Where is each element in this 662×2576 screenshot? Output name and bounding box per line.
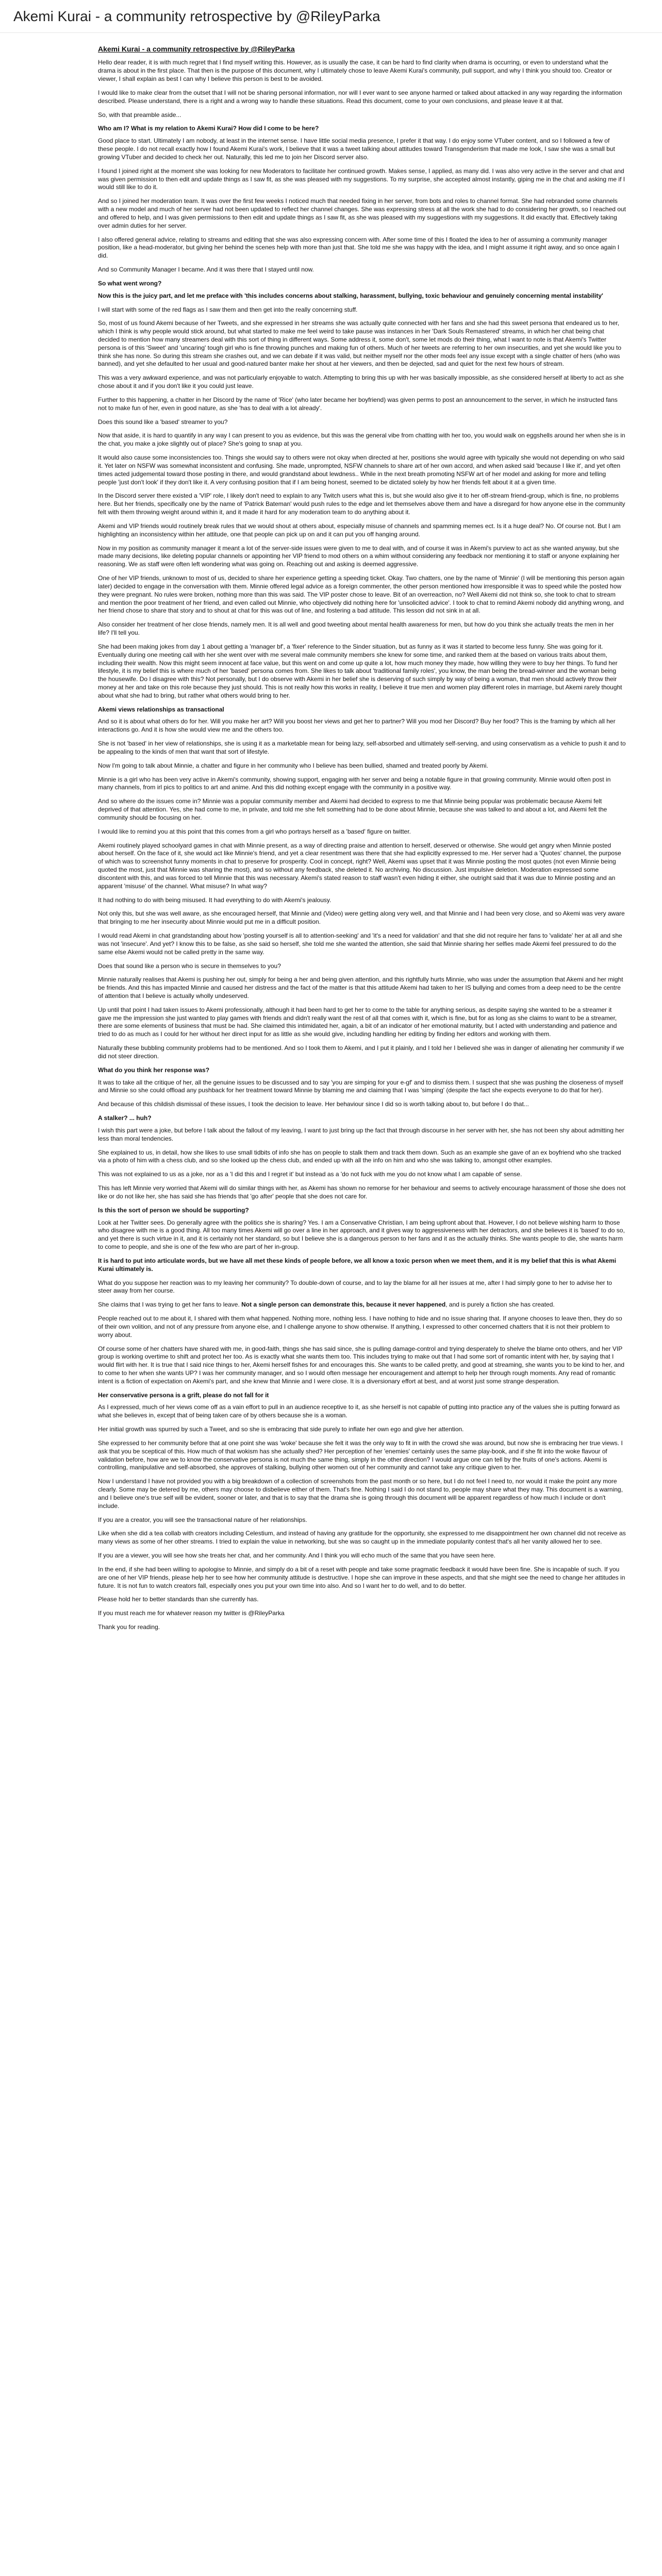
paragraph: People reached out to me about it, I shared with them what happened. Nothing more, nothing less. I have nothing to hide and no issue sharing that. If anyone chooses to leave then, they do so of their own volition, and not of any pressure from anyone else, and I challenge anyone to show otherwise. If anything, I expressed to other concerned chatters that it is not their problem to worry about. — [98, 1315, 622, 1338]
paragraph: Like when she did a tea collab with creators including Celestium, and instead of having any gratitude for the opportunity, she expressed to me disappointment her own channel did not receive as many views as some of her other streams. I tried to explain the value in networking, but she was so caught up in the immediate popularity contest that's all her vanity allowed her to see. — [98, 1530, 626, 1546]
paragraph-tail: , and is purely a fiction she has created. — [445, 1301, 555, 1309]
paragraph: It had nothing to do with being misused. It had everything to do with Akemi's jealousy. — [98, 896, 332, 904]
paragraph: I would read Akemi in chat grandstanding about how 'posting yourself is all to attention-seeking' and 'it's a need for validation' and that she did not require her fans to 'validate' her at all and she was not 'insecure'. And yet? I know this to be false, as she said so herself, she told me she wanted the attention, she said that Minnie sharing her selfies made Akemi feel pressured to do the same else Akemi would not be called pretty in the same way. — [98, 932, 622, 956]
paragraph: As I expressed, much of her views come off as a vain effort to pull in an audience receptive to it, as she herself is not capable of putting into practice any of the values she is putting forward as what she believes in, except that of being taken care of by others because she is a woman. — [98, 1403, 620, 1419]
paragraph: Also consider her treatment of her close friends, namely men. It is all well and good tweeting about mental health awareness for men, but how do you think she actually treats the men in her life? I'll tell you. — [98, 621, 614, 637]
paragraph: Not only this, but she was well aware, as she encouraged herself, that Minnie and (Video) were getting along very well, and that Minnie and I had been very close, and so Akemi was very aware that bringing to me her insecurity about Minnie would put me in a difficult position. — [98, 910, 625, 926]
paragraph: This has left Minnie very worried that Akemi will do similar things with her, as Akemi has shown no remorse for her behaviour and seems to actively encourage harassment of those she does not like or do not like her, she has said she has friends that 'go after' people that she does not care for. — [98, 1184, 626, 1200]
paragraph: She is not 'based' in her view of relationships, she is using it as a marketable mean for being lazy, self-absorbed and ultimately self-serving, and using conservatism as a vehicle to push it and to be appealing to the kinds of men that want that sort of lifestyle. — [98, 740, 626, 755]
document-body — [98, 33, 626, 1658]
section-heading: Her conservative persona is a grift, please do not fall for it — [98, 1391, 269, 1399]
paragraph: And so I joined her moderation team. It was over the first few weeks I noticed much that needed fixing in her server, from bots and roles to channel format. She had rebranded some channels with a new model and much of her server had not been updated to reflect her channel changes. She was expressing stress at all the work she had to do considering her growth, so I reached out and offered to help, and I was given permissions to then edit and update things as I saw fit, as she was pleased with my suggestions with my suggestions. It did exactly that. Effectively taking over admin duties for her server. — [98, 197, 626, 229]
section-heading: Is this the sort of person we should be supporting? — [98, 1206, 249, 1214]
paragraph: Further to this happening, a chatter in her Discord by the name of 'Rice' (who later became her boyfriend) was given perms to post an announcement to the server, in which he instructed fans not to make fun of her, even in good nature, as she 'has to deal with a lot already'. — [98, 396, 618, 412]
paragraph: So, with that preamble aside... — [98, 111, 181, 118]
header-bar — [0, 0, 662, 33]
paragraph: Now in my position as community manager it meant a lot of the server-side issues were given to me to deal with, and of course it was in Akemi's purview to act as she wanted anyway, but she made many decisions, like deleting popular channels or appointing her VIP friend to mod others on a whim without considering any feedback nor mentioning it to staff or anyone explaining her reasoning. We as staff were often left wondering what was going on. Reaching out and asking is deemed aggressive. — [98, 544, 620, 568]
paragraph: I would like to make clear from the outset that I will not be sharing personal information, nor will I ever want to see anyone harmed or talked about attacked in any way regarding the information described. Please understand, there is a right and a wrong way to handle these situations. Read this document, come to your own conclusions, and please leave it at that. — [98, 89, 622, 105]
bold-paragraph: Now this is the juicy part, and let me preface with 'this includes concerns about stalking, harassment, bullying, toxic behaviour and genuinely concerning mental instability' — [98, 292, 603, 299]
paragraph: What do you suppose her reaction was to my leaving her community? To double-down of course, and to lay the blame for all her issues at me, after I had simply gone to her to advise her to steer away from her course. — [98, 1279, 612, 1295]
paragraph: Does that sound like a person who is secure in themselves to you? — [98, 962, 281, 970]
paragraph: Of course some of her chatters have shared with me, in good-faith, things she has said since, she is pulling damage-control and trying desperately to shelve the blame onto others, and her VIP group is working overtime to shift and protect her too. As is exactly what she wants them too. This includes trying to make out that I had some sort of romantic intent with her, by saying that I would flirt with her. It is true that I said nice things to her, Akemi herself fishes for and encourages this. She wants to be called pretty, and good at streaming, she wants you to be kind to her, and to come to her when she wants UP? I was her community manager, and so I would often message her encouragement and attempt to help her through rough moments. Any read of romantic intent is a fiction of expectation on Akemi's part, and she knew that Minnie and I were close. It is a diversionary effort at best, and at worst just some strange desperation. — [98, 1345, 625, 1385]
paragraph: Minnie naturally realises that Akemi is pushing her out, simply for being a her and being given attention, and this rightfully hurts Minnie, who was under the assumption that Akemi and her might be friends. And this has impacted Minnie and caused her distress and the fact of the matter is that this attitude Akemi had taken to her IS bullying and comes from a deep need to be the centre of attention that I believe is actually wholly undeserved. — [98, 976, 623, 999]
page-title: Akemi Kurai - a community retrospective by @RileyParka — [13, 8, 380, 24]
paragraph: In the end, if she had been willing to apologise to Minnie, and simply do a bit of a reset with people and take some pragmatic feedback it would have been fine. She is incapable of such. If you are one of her VIP friends, please help her to see how her community attitude is destructive. I hope she can improve in these aspects, and that she might see the need to change her attitudes in future. It is not fun to watch creators fall, especially ones you put your own time into also. And so I want her to do well, and to do better. — [98, 1565, 625, 1589]
paragraph: I wish this part were a joke, but before I talk about the fallout of my leaving, I want to just bring up the fact that through discourse in her server with her, she has not been shy about admitting her less than moral tendencies. — [98, 1126, 624, 1142]
paragraph: Up until that point I had taken issues to Akemi professionally, although it had been hard to get her to come to the table for anything serious, as despite saying she wanted to be a streamer it gave me the impression she just wanted to play games with friends and didn't really want the rest of all that comes with it, which is fine, but for as long as she claims to want to be a streamer, there are some elements of business that must be had. She claimed this intimidated her, again, a bit of an indicator of her emotional maturity, but I acted with understanding and patience and tried to do as much as I could for her without her direct input for as little as she would give, including handling her editing by finding her editors and working with them. — [98, 1006, 617, 1038]
document-title: Akemi Kurai - a community retrospective by @RileyParka — [98, 45, 295, 53]
paragraph: If you are a viewer, you will see how she treats her chat, and her community. And I think you will echo much of the same that you have seen here. — [98, 1552, 495, 1560]
paragraph — [98, 1301, 626, 1309]
paragraph: Her initial growth was spurred by such a Tweet, and so she is embracing that side purely to inflate her own ego and give her attention. — [98, 1426, 464, 1433]
paragraph: Hello dear reader, it is with much regret that I find myself writing this. However, as is usually the case, it can be hard to find clarity when drama is occurring, or even to understand what the drama is about in the first place. That then is the purpose of this document, why I ultimately chose to leave Akemi Kurai's community, pull support, and why I think you should too. Creator or viewer, I shall explain as best I can why I believe this person is best to be avoided. — [98, 59, 613, 83]
paragraph: So, most of us found Akemi because of her Tweets, and she expressed in her streams she was actually quite connected with her fans and she had this sweet persona that endeared us to her, which I think is why people would stick around, but what started to make me feel weird to take pause was instances in her 'Dark Souls Remastered' streams, in which her chat being chat decided to mention how many streamers deal with this sort of thing in different ways. Some address it, some don't, some let mods do their thing, what I want to note is that Akemi's Twitter persona is of this 'Sweet' and 'uncaring' tough girl who is fine throwing punches and making fun of others. Much of her tweets are referring to her own insecurities, and yet she would like you to think she has none. So during this stream she crashes out, and we can debate if it was valid, but neither myself nor the other mods feel any issue except with a single chatter of hers (who was banned), and yet she defaulted to her usual and good-natured banter make her shout at her viewers, and then be dejected, sad and quiet for the next few hours of stream. — [98, 319, 622, 368]
section-heading: A stalker? ... huh? — [98, 1114, 152, 1122]
paragraph: Minnie is a girl who has been very active in Akemi's community, showing support, engaging with her server and being a notable figure in that growing community. Minnie would often post in many channels, from irl pics to politics to art and anime. And this did nothing except engage with the community in a positive way. — [98, 775, 611, 791]
paragraph: Please hold her to better standards than she currently has. — [98, 1596, 259, 1603]
paragraph-emphasis: Not a single person can demonstrate this, because it never happened — [241, 1301, 446, 1309]
paragraph-lead: She claims that I was trying to get her fans to leave. — [98, 1301, 242, 1309]
paragraph: I would like to remind you at this point that this comes from a girl who portrays herself as a 'based' figure on twitter. — [98, 827, 411, 835]
section-heading: What do you think her response was? — [98, 1066, 210, 1074]
paragraph: Akemi routinely played schoolyard games in chat with Minnie present, as a way of directing praise and attention to herself, deserved or otherwise. She would get angry when Minnie posted about herself. On the face of it, she would act like Minnie's friend, and yet a clear resentment was there that she had explicitly expressed to me. Her server had a 'Quotes' channel, the purpose of which was to screenshot funny moments in chat to preserve for prosperity. Cool in concept, right? Well, Akemi was upset that it was Minnie posting the most quotes (not even Minnie being quoted the most, just that Minnie was sharing the most), and so without any feedback, she deleted it. No archiving. No discussion. Just impulsive deletion. Moderation expressed some discontent with this, and was forced to tell Minnie that this was necessary. Akemi's stated reason to staff wasn't even hiding it either, she outright said that it was due to Minnie posting and an apparent 'misuse' of the channel. What misuse? In what way? — [98, 841, 621, 890]
paragraph: I will start with some of the red flags as I saw them and then get into the really concerning stuff. — [98, 306, 358, 313]
section-heading: Who am I? What is my relation to Akemi Kurai? How did I come to be here? — [98, 125, 319, 132]
paragraph: Good place to start. Ultimately I am nobody, at least in the internet sense. I have little social media presence, I prefer it that way. I do enjoy some VTuber content, and so I followed a few of these people. I do not recall exactly how I found Akemi Kurai's work, I believe that it was a tweet talking about attitudes toward Transgenderism that made me look, I saw she was a small but growing VTuber and decided to check her out. Naturally, this led me to join her Discord server also. — [98, 137, 615, 161]
paragraph: In the Discord server there existed a 'VIP' role, I likely don't need to explain to any Twitch users what this is, but she would also give it to her off-stream friend-group, which is fine, no problems here. But her friends, specifically one by the name of 'Patrick Bateman' would push rules to the edge and let themselves above them and have a disregard for how anyone else in the community felt with them throwing weight around within it, and it made it hard for any moderation team to do anything about it. — [98, 492, 625, 516]
paragraph: And so it is about what others do for her. Will you make her art? Will you boost her views and get her to partner? Will you mod her Discord? Buy her food? This is the framing by which all her interactions go. And it is how she would view me and the others too. — [98, 718, 616, 734]
paragraph: One of her VIP friends, unknown to most of us, decided to share her experience getting a speeding ticket. Okay. Two chatters, one by the name of 'Minnie' (I will be mentioning this person again later) decided to engage in the conversation with them. Minnie offered legal advice as a foreign commenter, the other person mentioned how irresponsible it was to speed while the posted how they were pregnant. No rules were broken, nothing more than this was said. The VIP poster chose to leave. Bit of an overreaction, no? Well Akemi did not think so, she took to chat to stream and mention the poor treatment of her friend, and even called out Minnie, who objectively did nothing here for 'unsolicited advice'. I took to chat to remind Akemi nobody did anything wrong, and her friend chose to share that story and to shout at chat for this was out of line, and fostering a bad attitude. This lesson did not sink in at all. — [98, 574, 625, 615]
section-heading: So what went wrong? — [98, 279, 162, 287]
paragraph: Now I understand I have not provided you with a big breakdown of a collection of screenshots from the past month or so here, but I do not feel I need to, nor would it make the point any more clearly. Some may be detered by me, others may choose to disbelieve either of them. That's fine. Nothing I said I do not stand to, people may share what they may. This document is a warning, and I believe one's true self will be evident, sooner or later, and that is to say that the drama she is going through this document will be apparent regardless of how much I include or don't include. — [98, 1478, 623, 1510]
paragraph: Now I'm going to talk about Minnie, a chatter and figure in her community who I believe has been bullied, shamed and treated poorly by Akemi. — [98, 761, 488, 769]
paragraph: She explained to us, in detail, how she likes to use small tidbits of info she has on people to stalk them and track them down. Such as an example she gave of an ex boyfriend who she tracked via a photo of him with a chess club, and so she looked up the chess club, and ended up with all the info on him and who she was talking to, amongst other examples. — [98, 1148, 621, 1164]
paragraph: Does this sound like a 'based' streamer to you? — [98, 418, 228, 426]
paragraph: Thank you for reading. — [98, 1623, 160, 1631]
section-heading: Akemi views relationships as transactional — [98, 705, 224, 713]
paragraph: If you are a creator, you will see the transactional nature of her relationships. — [98, 1516, 307, 1523]
paragraph: Look at her Twitter sees. Do generally agree with the politics she is sharing? Yes. I am a Conservative Christian, I am being upfront about that. However, I do not believe wishing harm to those who disagree with me is a good thing. All too many times Akemi will go over a line in her approach, and it gives way to aggressiveness with her detractors, and she believes it is 'based' to do so, and yet there is such virtue in it, and it is certainly not her standard, so but I believe she is a dangerous person to her fans and it as the actually thinks. She wants people to die, she wants harm to come to people, and she is one of the few who are part of her in-group. — [98, 1218, 625, 1251]
paragraph: She expressed to her community before that at one point she was 'woke' because she felt it was the only way to fit in with the crowd she was around, but now she is embracing her true views. I ask that you be sceptical of this. How much of that wokism has she actually shed? Her perception of her 'enemies' certainly uses the same play-book, and if she fit into the woke flavour of validation before, how are we to know the conservative persona is not much the same thing, simply in the other direction? I would argue one can tell by the fruits of one's actions. Akemi is controlling, manipulative and self-absorbed, she approves of stalking, bullying other women out of her community and cannot take any critique given to her. — [98, 1439, 623, 1471]
paragraph: This was not explained to us as a joke, nor as a 'I did this and I regret it' but instead as a 'do not fuck with me you do not know what I am capable of' sense. — [98, 1171, 522, 1178]
paragraph: Naturally these bubbling community problems had to be mentioned. And so I took them to Akemi, and I put it plainly, and I told her I believed she was in danger of alienating her community if we did not steer direction. — [98, 1044, 624, 1060]
paragraph: She had been making jokes from day 1 about getting a 'manager bf', a 'fixer' reference to the Sinder situation, but as funny as it was it started to become less funny. She was going for it. Eventually during one meeting call with her she went over with me several male community members she knew for some time, and ranked them at the based on various traits about them, including their wealth. Now this might seem innocent at face value, but this went on and come up quite a lot, how much money they made, how willing they were to buy her things. To fund her lifestyle, it is my belief this is where much of her 'based' persona comes from. She likes to talk about 'traditional family roles', you know, the man being the bread-winner and the woman being the housewife. Do I disagree with this? Not personally, but I do observe with Akemi in her belief she is deserving of such simply by way of being a woman, that men should actively throw their money at her and take on this role because they just should. This is not really how this works in reality, I believe it true men and women play different roles in marriage, but Akemi rarely thought about what she had to bring, but rather what others would bring to her. — [98, 642, 622, 699]
bold-paragraph: It is hard to put into articulate words, but we have all met these kinds of people before, we all know a toxic person when we meet them, and it is my belief that this is what Akemi Kurai ultimately is. — [98, 1257, 617, 1273]
paragraph: And because of this childish dismissal of these issues, I took the decision to leave. Her behaviour since I did so is worth talking about to, but before I do that... — [98, 1100, 529, 1108]
paragraph: It was to take all the critique of her, all the genuine issues to be discussed and to say 'you are simping for your e-gf' and to dismiss them. I suspect that she was pushing the closeness of myself and Minnie so she could offload any pushback for her treatment toward Minnie by blaming me and claiming that I was 'simping' (despite the fact she expects everyone to do that for her). — [98, 1078, 623, 1094]
paragraph: I also offered general advice, relating to streams and editing that she was also expressing concern with. After some time of this I floated the idea to her of assuming a community manager position, like a head-moderator, but giving her behind the scenes help with more than just that. She told me she was happy with the idea, and I might assume it right away, and so once again I did. — [98, 235, 620, 260]
paragraph: Now that aside, it is hard to quantify in any way I can present to you as evidence, but this was the general vibe from chatting with her too, you would walk on eggshells around her when she is in the chat, you make a joke slightly out of place? She's going to snap at you. — [98, 432, 625, 448]
paragraph: And so Community Manager I became. And it was there that I stayed until now. — [98, 266, 314, 274]
paragraph: And so where do the issues come in? Minnie was a popular community member and Akemi had decided to express to me that Minnie being popular was problematic because Akemi felt deprived of that attention. Yes, she had come to me, in private, and told me she felt something had to be done about Minnie, because she was talked to and about a lot, and Akemi felt the community should be focusing on her. — [98, 798, 607, 821]
paragraph: Akemi and VIP friends would routinely break rules that we would shout at others about, especially misuse of channels and spamming memes ect. Is it a huge deal? No. Of course not. But I am highlighting an inconsistency within her attitude, one that people can pick up on and it can put you off hanging around. — [98, 522, 621, 538]
paragraph: If you must reach me for whatever reason my twitter is @RileyParka — [98, 1609, 285, 1617]
paragraph: This was a very awkward experience, and was not particularly enjoyable to watch. Attempting to bring this up with her was basically impossible, as she considered herself at liberty to act as she chose about it and if you don't like it you could just leave. — [98, 374, 624, 390]
paragraph: I found I joined right at the moment she was looking for new Moderators to facilitate her continued growth. Makes sense, I applied, as many did. I was also very active in the server and chat and was given permission to then edit and update things as I saw fit, as she was pleased with my suggestions. To my surprise, she accepted almost instantly, giping me in the chat and asking me if I would still like to do it. — [98, 167, 625, 191]
paragraph: It would also cause some inconsistencies too. Things she would say to others were not okay when directed at her, positions she would agree with typically she would not depending on who said it. Yet later on NSFW was somewhat inconsistent and confusing. She made, unprompted, NSFW channels to share art of her own accord, and when asked said 'because I like it', and yet often times acted judgemental toward those posting in there, and would grandstand about lewdness.. While in the next breath promoting NSFW art of her model and asking for more and telling people 'just don't look' if they don't like it. A very confusing position that if I am being honest, seemed to be dictated solely by how her friends felt about it at a given time. — [98, 454, 625, 486]
